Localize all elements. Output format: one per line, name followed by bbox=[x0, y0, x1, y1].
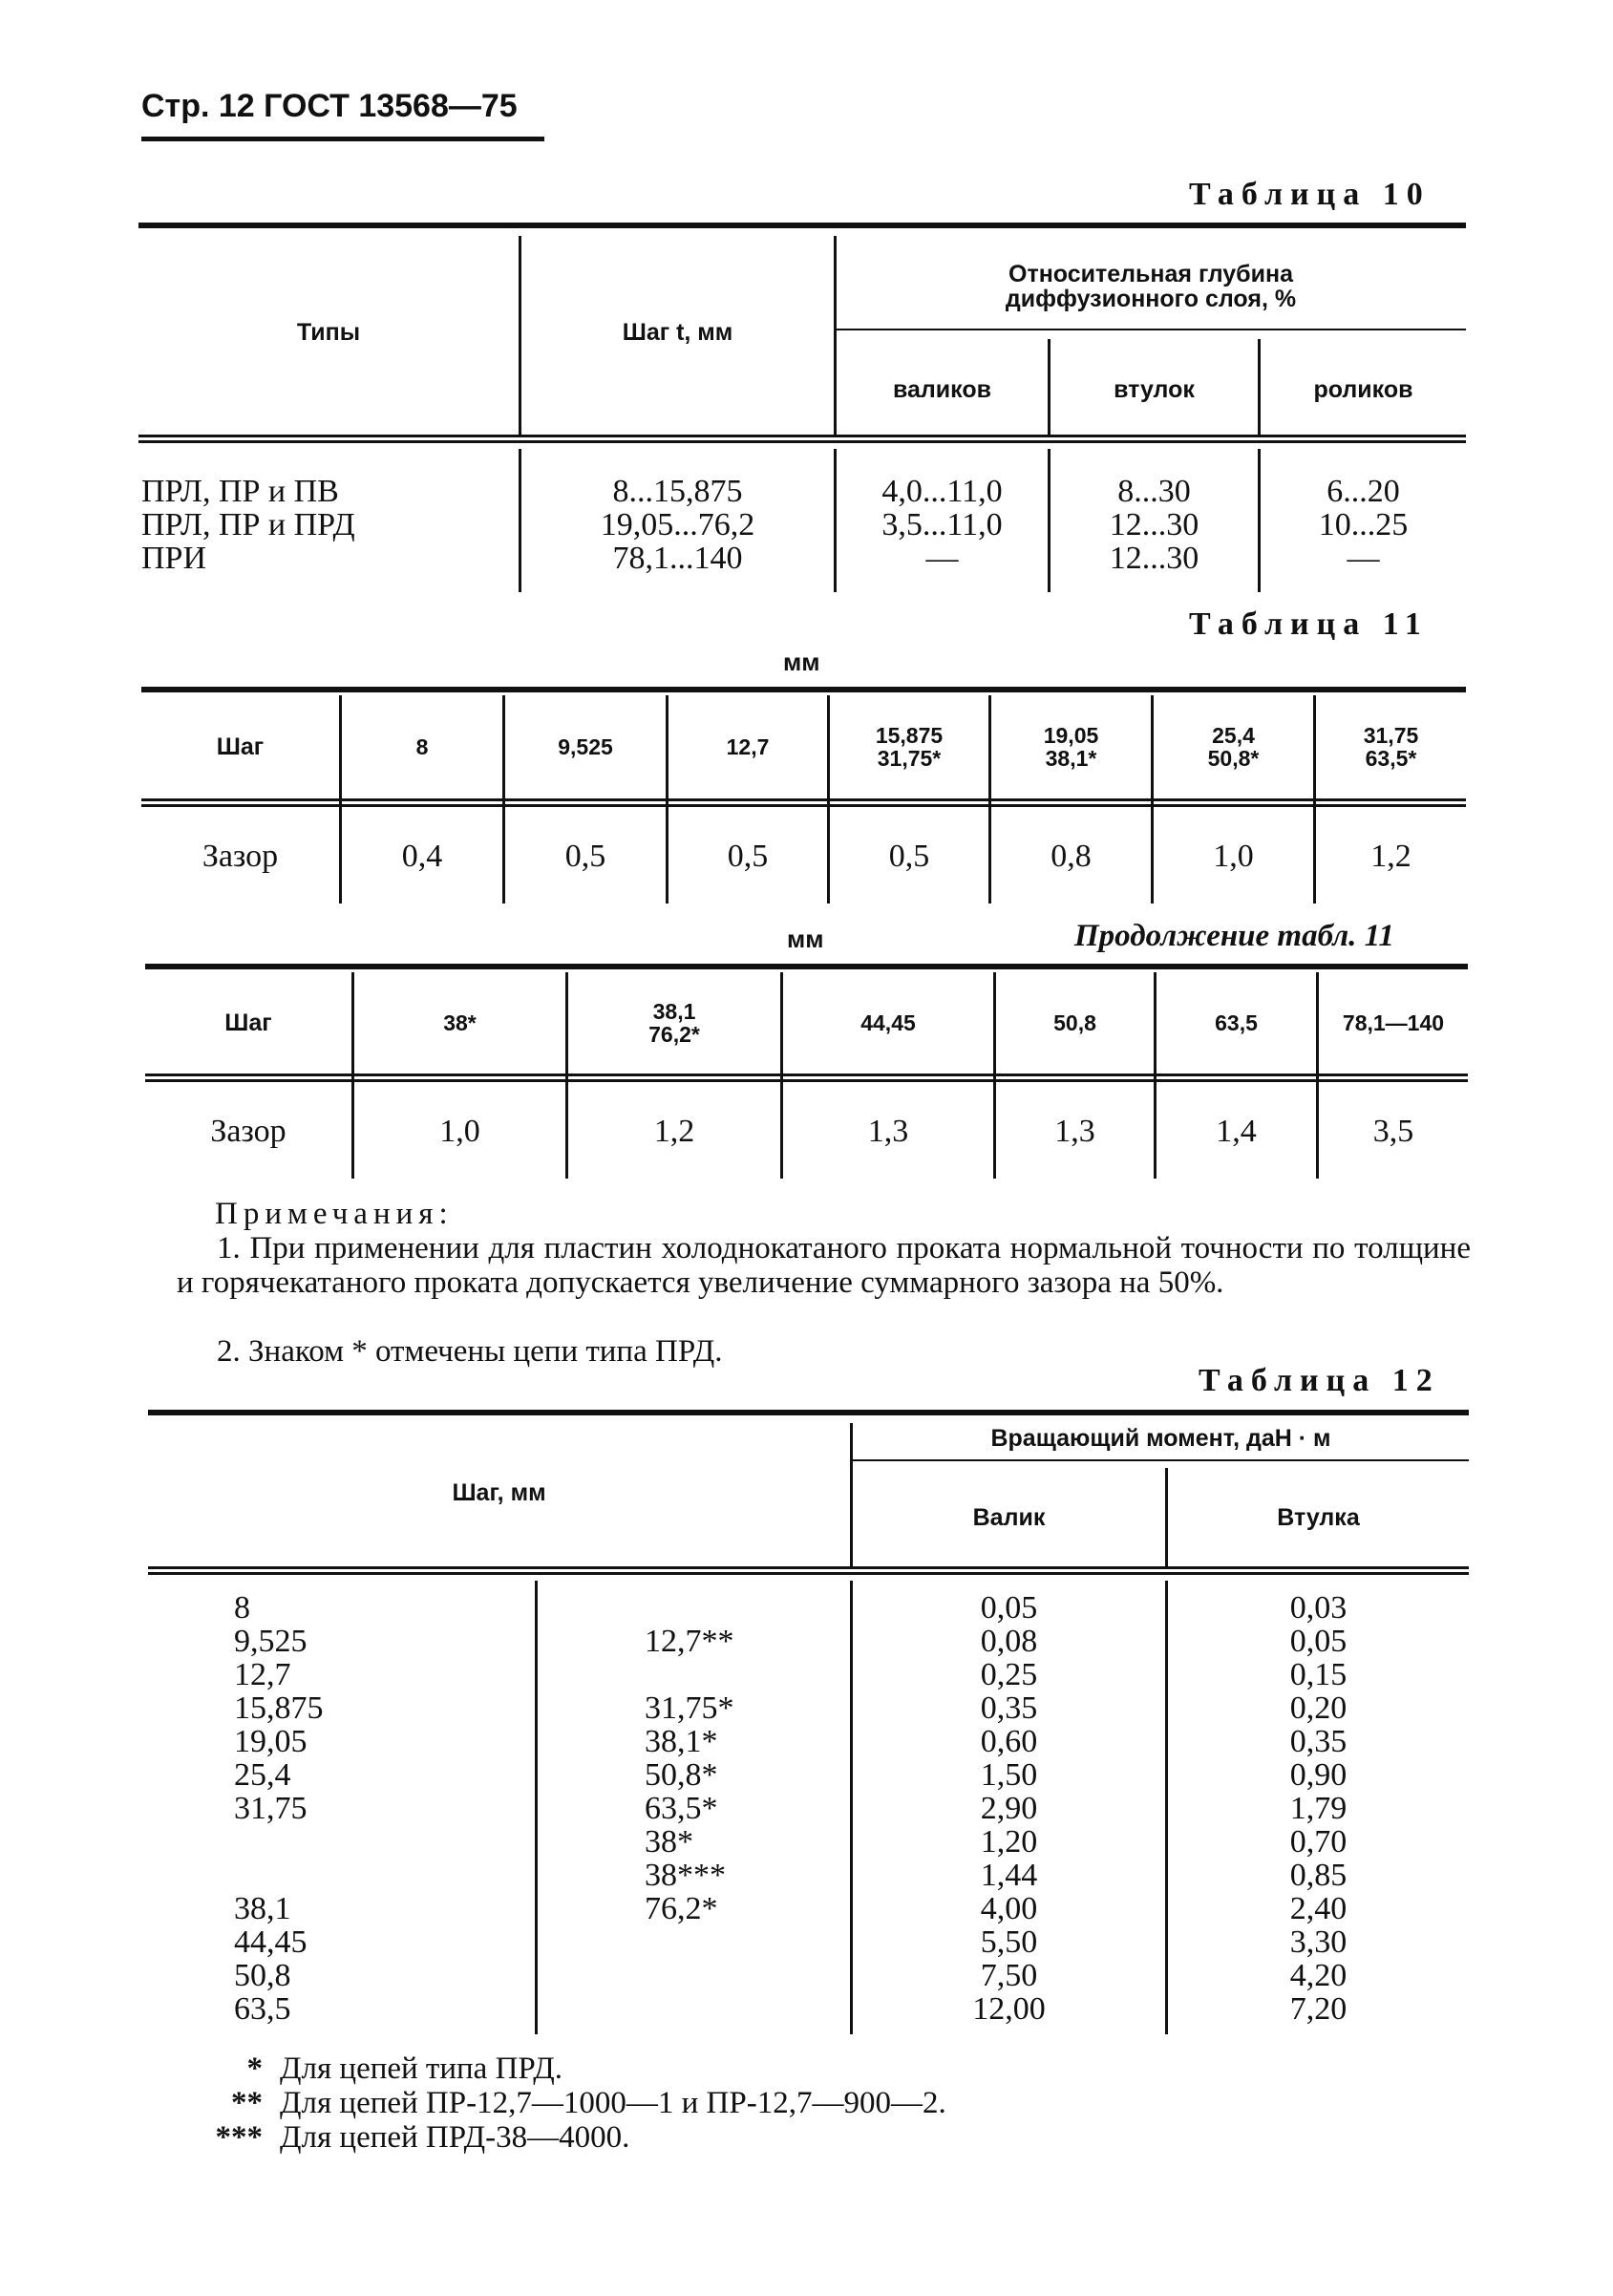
t12-cell: 1,79 bbox=[1289, 1791, 1348, 1826]
t12-cell: 50,8 bbox=[234, 1958, 291, 1993]
t10-col-bushings bbox=[1051, 475, 1258, 575]
t10-cell: 8...15,875 bbox=[612, 474, 743, 509]
t12-cell: 31,75* bbox=[645, 1690, 734, 1726]
t12-cell: 38,1 bbox=[234, 1891, 291, 1926]
header-types: Типы bbox=[296, 318, 361, 346]
t12-cell: 44,45 bbox=[234, 1924, 308, 1960]
t11-gap-cell: 0,5 bbox=[727, 839, 769, 874]
notes-title: Примечания: bbox=[215, 1197, 454, 1231]
t11c-gap-cell: 3,5 bbox=[1372, 1114, 1414, 1149]
t12-cell: 12,00 bbox=[972, 1991, 1046, 2027]
t11-gap-cell: 0,8 bbox=[1051, 839, 1092, 874]
t12-cell: 0,35 bbox=[980, 1690, 1038, 1726]
t12-col-bushing bbox=[1168, 1591, 1469, 2026]
t11c-pitch-cell: 63,5 bbox=[1215, 1010, 1258, 1035]
t12-cell: 0,35 bbox=[1289, 1724, 1348, 1759]
table11-units: мм bbox=[783, 648, 820, 676]
header-depth-group: Относительная глубина диффузионного слоя, % bbox=[1005, 261, 1297, 312]
t11c-pitch-label: Шаг bbox=[224, 1010, 272, 1036]
t12-cell bbox=[645, 1658, 734, 1691]
table11-cont-units: мм bbox=[787, 925, 824, 953]
t10-cell: — bbox=[925, 541, 959, 576]
t10-cell: 19,05...76,2 bbox=[600, 507, 755, 542]
t11c-gap-cell: 1,4 bbox=[1216, 1114, 1257, 1149]
t10-col-shafts bbox=[837, 475, 1048, 575]
t10-cell: 10...25 bbox=[1318, 507, 1409, 542]
t12-cell: 2,90 bbox=[980, 1791, 1038, 1826]
t12-header-pitch: Шаг, мм bbox=[452, 1478, 546, 1506]
t11-gap-label: Зазор bbox=[202, 839, 279, 874]
t10-cell: 6...20 bbox=[1326, 474, 1400, 509]
t12-cell: 38* bbox=[645, 1824, 693, 1860]
note-item-1: 1. При применении для пластин холоднокатаного проката нормальной точности по толщине и горячекатаного проката допускается увеличение суммарного зазора на 50%. bbox=[177, 1231, 1471, 1300]
t12-cell: 4,00 bbox=[980, 1891, 1038, 1926]
t12-cell: 63,5* bbox=[645, 1791, 718, 1826]
footnote: * Для цепей типа ПРД. bbox=[246, 2052, 563, 2086]
t12-col-pitch2 bbox=[645, 1591, 734, 2026]
t12-cell: 38*** bbox=[645, 1858, 726, 1893]
t11-pitch-cell: 25,4 50,8* bbox=[1207, 723, 1260, 771]
t11-gap-cell: 0,4 bbox=[401, 839, 443, 874]
t12-cell: 0,90 bbox=[1289, 1757, 1348, 1793]
t10-cell: — bbox=[1347, 541, 1380, 576]
t12-cell: 9,525 bbox=[234, 1624, 308, 1659]
t12-cell: 8 bbox=[234, 1590, 250, 1626]
t11c-pitch-cell: 44,45 bbox=[860, 1010, 916, 1035]
t11-gap-cell: 1,2 bbox=[1370, 839, 1411, 874]
t12-cell: 0,05 bbox=[1289, 1624, 1348, 1659]
t12-cell: 12,7 bbox=[234, 1657, 291, 1692]
table10-caption: Таблица 10 bbox=[1189, 177, 1431, 212]
t11c-gap-cell: 1,2 bbox=[653, 1114, 695, 1149]
t11-pitch-cell: 8 bbox=[415, 734, 429, 759]
t11-pitch-cell: 31,75 63,5* bbox=[1363, 723, 1419, 771]
t12-cell: 50,8* bbox=[645, 1757, 718, 1793]
t12-cell: 2,40 bbox=[1289, 1891, 1348, 1926]
t11-pitch-cell: 15,875 31,75* bbox=[875, 723, 944, 771]
t10-cell: 3,5...11,0 bbox=[881, 507, 1003, 542]
t11c-pitch-cell: 38,1 76,2* bbox=[648, 999, 700, 1047]
table12-caption: Таблица 12 bbox=[1199, 1363, 1440, 1398]
t12-cell: 19,05 bbox=[234, 1724, 308, 1759]
t11c-gap-label: Зазор bbox=[210, 1114, 287, 1149]
t12-cell bbox=[645, 1591, 734, 1625]
t11c-pitch-cell: 50,8 bbox=[1053, 1010, 1096, 1035]
t12-cell: 12,7** bbox=[645, 1624, 734, 1659]
t11-pitch-cell: 19,05 38,1* bbox=[1043, 723, 1099, 771]
t12-cell bbox=[645, 1959, 734, 1992]
t12-col-shaft bbox=[853, 1591, 1165, 2026]
t12-cell bbox=[645, 1925, 734, 1959]
t10-cell: 4,0...11,0 bbox=[881, 474, 1003, 509]
t12-header-shaft: Валик bbox=[972, 1504, 1046, 1531]
t11-gap-cell: 0,5 bbox=[564, 839, 606, 874]
t10-cell: ПРИ bbox=[141, 541, 207, 576]
t12-cell bbox=[234, 1859, 324, 1892]
t11c-gap-cell: 1,3 bbox=[867, 1114, 909, 1149]
t12-col-pitch1 bbox=[234, 1591, 324, 2026]
t10-cell: 78,1...140 bbox=[612, 541, 743, 576]
t12-cell: 0,03 bbox=[1289, 1590, 1348, 1626]
page-header: Стр. 12 ГОСТ 13568—75 bbox=[141, 88, 518, 124]
t12-cell bbox=[645, 1992, 734, 2026]
t12-cell: 38,1* bbox=[645, 1724, 718, 1759]
t12-cell: 0,05 bbox=[980, 1590, 1038, 1626]
t10-col-types bbox=[141, 475, 355, 575]
t12-cell bbox=[234, 1825, 324, 1859]
table11-caption: Таблица 11 bbox=[1189, 606, 1429, 642]
t10-cell: 8...30 bbox=[1117, 474, 1191, 509]
t10-cell: ПРЛ, ПР и ПРД bbox=[141, 507, 355, 542]
t11-gap-cell: 0,5 bbox=[888, 839, 930, 874]
t12-cell: 0,08 bbox=[980, 1624, 1038, 1659]
t11-pitch-label: Шаг bbox=[216, 733, 265, 760]
header-pitch: Шаг t, мм bbox=[622, 318, 733, 346]
header-shafts: валиков bbox=[892, 375, 991, 403]
t12-header-torque: Вращающий момент, даН · м bbox=[990, 1425, 1331, 1452]
t12-cell: 0,70 bbox=[1289, 1824, 1348, 1860]
t10-cell: 12...30 bbox=[1109, 507, 1199, 542]
t12-cell: 25,4 bbox=[234, 1757, 291, 1793]
t12-cell: 0,25 bbox=[980, 1657, 1038, 1692]
t11c-gap-cell: 1,0 bbox=[439, 1114, 480, 1149]
t12-cell: 7,20 bbox=[1289, 1991, 1348, 2027]
t12-cell: 4,20 bbox=[1289, 1958, 1348, 1993]
header-bushings: втулок bbox=[1114, 375, 1195, 403]
t11c-pitch-cell: 78,1—140 bbox=[1342, 1010, 1445, 1035]
t12-cell: 1,50 bbox=[980, 1757, 1038, 1793]
t11-pitch-cell: 12,7 bbox=[726, 734, 770, 759]
header-rule bbox=[141, 137, 544, 141]
t12-cell: 0,60 bbox=[980, 1724, 1038, 1759]
t10-cell: 12...30 bbox=[1109, 541, 1199, 576]
t12-cell: 3,30 bbox=[1289, 1924, 1348, 1960]
footnote: ** Для цепей ПР-12,7—1000—1 и ПР-12,7—900—2. bbox=[231, 2086, 946, 2120]
t10-col-rollers bbox=[1261, 475, 1466, 575]
t12-cell: 0,85 bbox=[1289, 1858, 1348, 1893]
t12-cell: 1,20 bbox=[980, 1824, 1038, 1860]
t10-cell: ПРЛ, ПР и ПВ bbox=[141, 474, 339, 509]
t12-cell: 7,50 bbox=[980, 1958, 1038, 1993]
t11c-gap-cell: 1,3 bbox=[1054, 1114, 1095, 1149]
table11-cont-caption: Продолжение табл. 11 bbox=[1074, 919, 1394, 953]
t12-cell: 0,20 bbox=[1289, 1690, 1348, 1726]
t12-cell: 76,2* bbox=[645, 1891, 718, 1926]
t11-gap-cell: 1,0 bbox=[1213, 839, 1254, 874]
header-rollers: роликов bbox=[1313, 375, 1413, 403]
note-item-2: 2. Знаком * отмечены цепи типа ПРД. bbox=[217, 1334, 723, 1369]
t12-cell: 15,875 bbox=[234, 1690, 324, 1726]
footnote: *** Для цепей ПРД-38—4000. bbox=[215, 2120, 630, 2155]
t11c-pitch-cell: 38* bbox=[443, 1010, 477, 1035]
t12-cell: 63,5 bbox=[234, 1991, 291, 2027]
t12-header-bushing: Втулка bbox=[1277, 1504, 1360, 1531]
t10-col-pitch bbox=[521, 475, 834, 575]
t12-cell: 1,44 bbox=[980, 1858, 1038, 1893]
t12-cell: 31,75 bbox=[234, 1791, 308, 1826]
t11-pitch-cell: 9,525 bbox=[558, 734, 613, 759]
t12-cell: 0,15 bbox=[1289, 1657, 1348, 1692]
t12-cell: 5,50 bbox=[980, 1924, 1038, 1960]
